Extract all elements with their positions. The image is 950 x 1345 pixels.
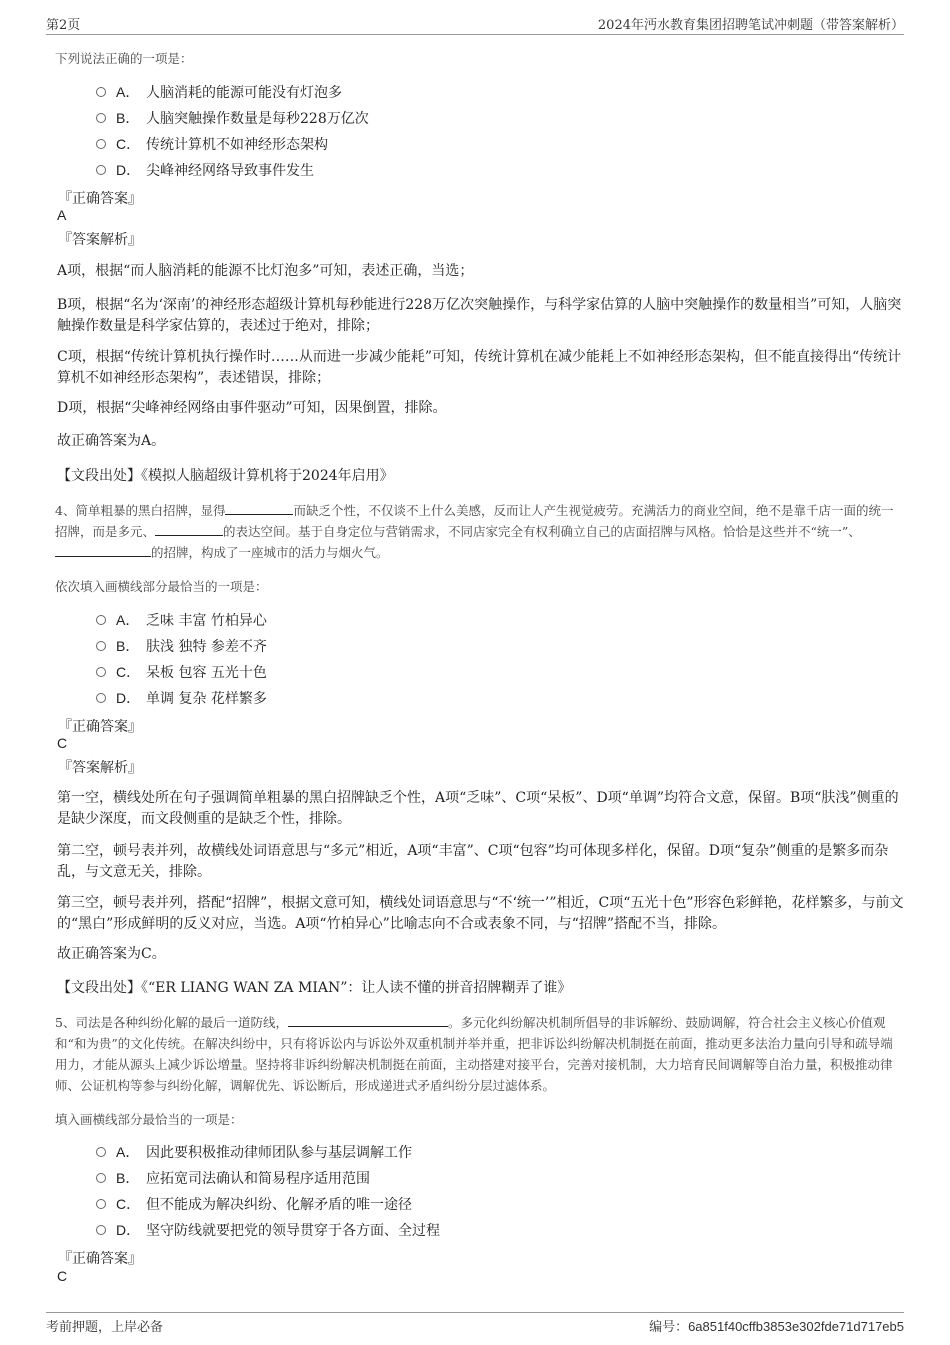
option-a[interactable]: A． 乏味 丰富 竹柏异心 bbox=[96, 610, 267, 630]
radio-icon[interactable] bbox=[96, 1147, 106, 1157]
radio-icon[interactable] bbox=[96, 139, 106, 149]
question-stem: 5、司法是各种纠纷化解的最后一道防线， 。多元化纠纷解决机制所倡导的非诉解纷、鼓励调解，符合社会主义核心价值观和“和为贵”的文化传统。在解决纠纷中，只有将诉讼内与诉讼外双重机制并举并重，把非诉讼纠纷解决机制挺在前面，推动更多法治力量向引导和疏导端用力，才能从源头上减少诉讼增量。坚持将非诉纠纷解决机制挺在前面，主动搭建对接平台，完善对接机制，大力培育民间调解等自治力量，积极推动律师、公证机构等参与纠纷化解，调解优先、诉讼断后，形成递进式矛盾纠纷分层过滤体系。 bbox=[55, 1015, 893, 1093]
option-c[interactable]: C． 呆板 包容 五光十色 bbox=[96, 662, 267, 682]
answer-label: 『正确答案』 bbox=[58, 191, 142, 207]
fill-blank[interactable] bbox=[155, 523, 223, 536]
option-text: 传统计算机不如神经形态架构 bbox=[146, 137, 328, 153]
question-prompt: 填入画横线部分最恰当的一项是： bbox=[55, 1112, 243, 1127]
radio-icon[interactable] bbox=[96, 693, 106, 703]
correct-answer: C bbox=[57, 1268, 68, 1284]
page-header bbox=[46, 14, 904, 35]
analysis-paragraph: D项，根据“尖峰神经网络由事件驱动”可知，因果倒置，排除。 bbox=[57, 400, 447, 416]
option-text: 肤浅 独特 参差不齐 bbox=[146, 639, 267, 655]
source-citation: 【文段出处】《模拟人脑超级计算机将于2024年启用》 bbox=[57, 468, 394, 484]
answer-label: 『正确答案』 bbox=[58, 1251, 142, 1267]
document-title: 2024年沔水教育集团招聘笔试冲刺题（带答案解析） bbox=[597, 18, 904, 33]
option-b[interactable]: B． 肤浅 独特 参差不齐 bbox=[96, 636, 267, 656]
analysis-paragraph: 第一空，横线处所在句子强调简单粗暴的黑白招牌缺乏个性，A项“乏味”、C项“呆板”、D项“单调”均符合文意，保留。B项“肤浅”侧重的是缺少深度，而文段侧重的是缺乏个性，排除。 bbox=[57, 790, 899, 827]
radio-icon[interactable] bbox=[96, 667, 106, 677]
correct-answer: A bbox=[57, 207, 67, 223]
option-text: 应拓宽司法确认和简易程序适用范围 bbox=[146, 1171, 370, 1187]
fill-blank[interactable] bbox=[225, 502, 293, 515]
document-code: 编号：6a851f40cffb3853e302fde71d717eb5 bbox=[649, 1319, 904, 1335]
correct-answer: C bbox=[57, 735, 68, 751]
radio-icon[interactable] bbox=[96, 615, 106, 625]
option-a[interactable]: A． 因此要积极推动律师团队参与基层调解工作 bbox=[96, 1142, 412, 1162]
option-text: 人脑突触操作数量是每秒228万亿次 bbox=[146, 111, 369, 127]
option-text: 人脑消耗的能源可能没有灯泡多 bbox=[146, 85, 342, 101]
analysis-paragraph: 第二空，顿号表并列，故横线处词语意思与“多元”相近，A项“丰富”、C项“包容”均可体现多样化，保留。D项“复杂”侧重的是繁多而杂乱，与文意无关，排除。 bbox=[57, 843, 889, 880]
analysis-paragraph: A项，根据“而人脑消耗的能源不比灯泡多”可知，表述正确，当选； bbox=[57, 263, 474, 279]
option-text: 但不能成为解决纠纷、化解矛盾的唯一途径 bbox=[146, 1197, 412, 1213]
analysis-paragraph: C项，根据“传统计算机执行操作时……从而进一步减少能耗”可知，传统计算机在减少能耗上不如神经形态架构，但不能直接得出“传统计算机不如神经形态架构”，表述错误，排除； bbox=[57, 349, 902, 386]
fill-blank[interactable] bbox=[55, 544, 151, 557]
page-number: 第2页 bbox=[46, 18, 81, 33]
radio-icon[interactable] bbox=[96, 1225, 106, 1235]
option-c[interactable]: C． 但不能成为解决纠纷、化解矛盾的唯一途径 bbox=[96, 1194, 412, 1214]
radio-icon[interactable] bbox=[96, 113, 106, 123]
analysis-paragraph: 第三空，顿号表并列，搭配“招牌”，根据文意可知，横线处词语意思与“不‘统一’”相近，C项“五光十色”形容色彩鲜艳，花样繁多，与前文的“黑白”形成鲜明的反义对应，当选。A项“竹柏异心”比喻志向不合或表象不同，与“招牌”搭配不当，排除。 bbox=[57, 895, 904, 932]
analysis-paragraph: B项，根据“名为‘深南’的神经形态超级计算机每秒能进行228万亿次突触操作，与科学家估算的人脑中突触操作的数量相当”可知，人脑突触操作数量是科学家估算的，表述过于绝对，排除； bbox=[57, 297, 902, 334]
option-text: 尖峰神经网络导致事件发生 bbox=[146, 163, 314, 179]
option-text: 坚守防线就要把党的领导贯穿于各方面、全过程 bbox=[146, 1223, 440, 1239]
option-d[interactable]: D． 单调 复杂 花样繁多 bbox=[96, 688, 267, 708]
option-text: 因此要积极推动律师团队参与基层调解工作 bbox=[146, 1145, 412, 1161]
question-stem: 4、简单粗暴的黑白招牌，显得 而缺乏个性，不仅谈不上什么美感，反而让人产生视觉疲劳。充满活力的商业空间，绝不是靠千店一面的统一招牌，而是多元、 的表达空间。基于自身定位与营销需求，不同店家完全有权利确立自己的店面招牌与风格。恰恰是这些并不“统一”、的招牌，构成了一座城市的活力与烟火气。 bbox=[55, 503, 894, 560]
option-a[interactable]: A． 人脑消耗的能源可能没有灯泡多 bbox=[96, 82, 342, 102]
footer-slogan: 考前押题，上岸必备 bbox=[46, 1320, 164, 1335]
option-c[interactable]: C． 传统计算机不如神经形态架构 bbox=[96, 134, 328, 154]
option-text: 呆板 包容 五光十色 bbox=[146, 665, 267, 681]
option-text: 乏味 丰富 竹柏异心 bbox=[146, 613, 267, 629]
analysis-conclusion: 故正确答案为A。 bbox=[57, 433, 166, 449]
option-d[interactable]: D． 坚守防线就要把党的领导贯穿于各方面、全过程 bbox=[96, 1220, 440, 1240]
option-b[interactable]: B． 应拓宽司法确认和简易程序适用范围 bbox=[96, 1168, 370, 1188]
page-footer bbox=[46, 1312, 904, 1338]
question-prompt: 依次填入画横线部分最恰当的一项是： bbox=[55, 579, 268, 594]
option-d[interactable]: D． 尖峰神经网络导致事件发生 bbox=[96, 160, 314, 180]
analysis-label: 『答案解析』 bbox=[58, 760, 142, 776]
analysis-label: 『答案解析』 bbox=[58, 232, 142, 248]
radio-icon[interactable] bbox=[96, 87, 106, 97]
radio-icon[interactable] bbox=[96, 165, 106, 175]
answer-label: 『正确答案』 bbox=[58, 719, 142, 735]
source-citation: 【文段出处】《“ER LIANG WAN ZA MIAN”：让人读不懂的拼音招牌糊弄了谁》 bbox=[57, 980, 572, 996]
analysis-conclusion: 故正确答案为C。 bbox=[57, 946, 166, 962]
option-text: 单调 复杂 花样繁多 bbox=[146, 691, 267, 707]
question-prompt: 下列说法正确的一项是： bbox=[55, 51, 193, 66]
option-b[interactable]: B． 人脑突触操作数量是每秒228万亿次 bbox=[96, 108, 369, 128]
radio-icon[interactable] bbox=[96, 641, 106, 651]
radio-icon[interactable] bbox=[96, 1199, 106, 1209]
radio-icon[interactable] bbox=[96, 1173, 106, 1183]
fill-blank[interactable] bbox=[288, 1014, 448, 1027]
